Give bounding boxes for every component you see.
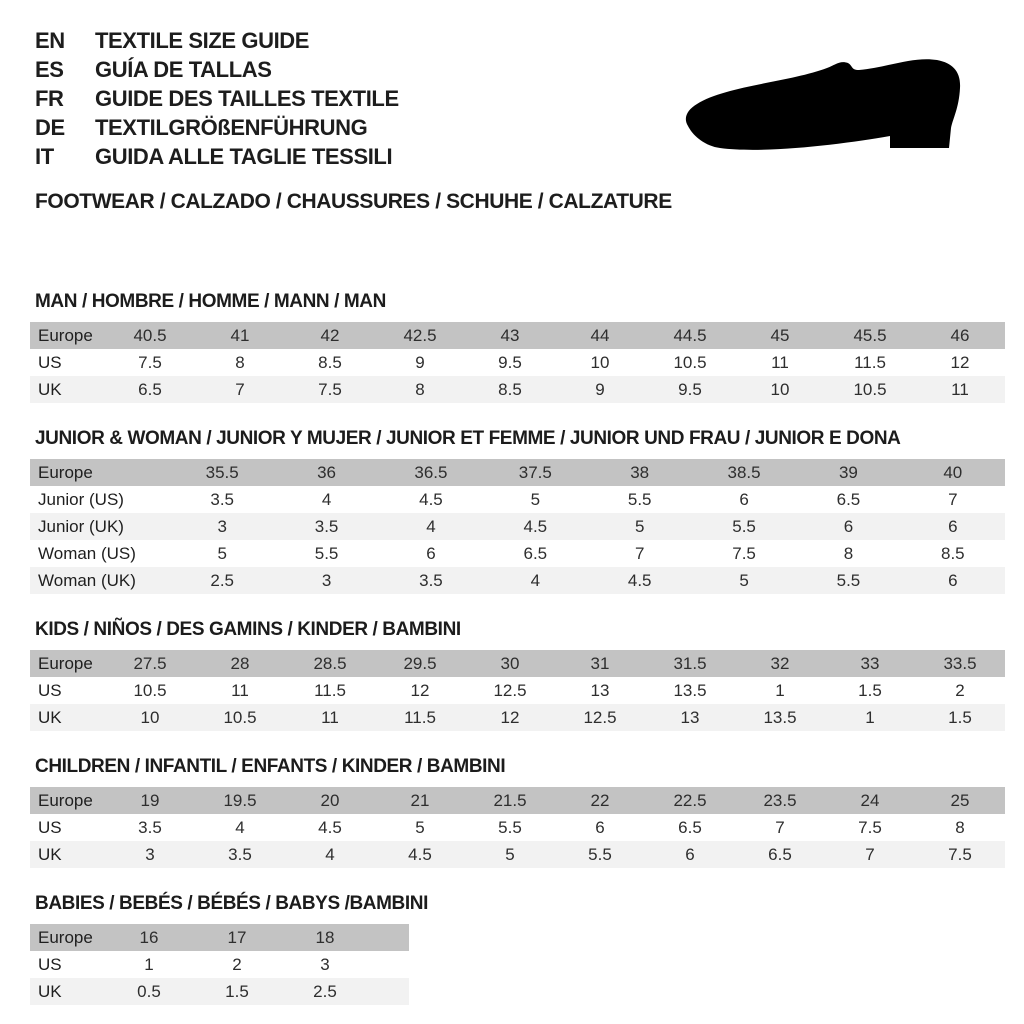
table-row: [30, 459, 1005, 486]
size-value: 3.5: [379, 567, 483, 594]
size-value: 30: [465, 650, 555, 677]
size-value: 11: [195, 677, 285, 704]
size-value: 6.5: [483, 540, 587, 567]
row-label: UK: [30, 376, 105, 403]
row-spacer: [369, 951, 409, 978]
size-value: 11: [915, 376, 1005, 403]
size-tables: [30, 290, 1024, 1005]
row-label: Woman (UK): [30, 567, 170, 594]
size-value: 2: [915, 677, 1005, 704]
size-value: 13.5: [735, 704, 825, 731]
size-value: 21.5: [465, 787, 555, 814]
size-section-babies: [30, 892, 1024, 1005]
size-value: 36.5: [379, 459, 483, 486]
size-value: 24: [825, 787, 915, 814]
section-title-man: MAN / HOMBRE / HOMME / MANN / MAN: [35, 291, 386, 312]
row-label: Junior (UK): [30, 513, 170, 540]
size-value: 8: [375, 376, 465, 403]
row-spacer: [369, 924, 409, 951]
size-value: 45: [735, 322, 825, 349]
language-row-en: [35, 26, 1024, 55]
size-value: 33.5: [915, 650, 1005, 677]
size-value: 46: [915, 322, 1005, 349]
size-value: 0.5: [105, 978, 193, 1005]
row-label: Europe: [30, 322, 105, 349]
size-value: 42: [285, 322, 375, 349]
size-value: 9: [555, 376, 645, 403]
table-row: [30, 349, 1005, 376]
size-value: 1: [105, 951, 193, 978]
size-value: 3.5: [195, 841, 285, 868]
table-row: [30, 567, 1005, 594]
size-value: 6.5: [105, 376, 195, 403]
size-value: 4: [274, 486, 378, 513]
size-value: 6: [901, 567, 1005, 594]
size-value: 19.5: [195, 787, 285, 814]
size-table-children: [30, 787, 1005, 868]
size-value: 7.5: [915, 841, 1005, 868]
size-value: 13: [645, 704, 735, 731]
size-value: 11.5: [375, 704, 465, 731]
size-value: 5.5: [465, 814, 555, 841]
size-value: 7.5: [825, 814, 915, 841]
size-value: 13: [555, 677, 645, 704]
size-value: 2: [193, 951, 281, 978]
size-value: 9.5: [645, 376, 735, 403]
size-value: 4.5: [375, 841, 465, 868]
row-label: Europe: [30, 787, 105, 814]
size-section-children: [30, 755, 1024, 868]
size-value: 1.5: [193, 978, 281, 1005]
table-row: [30, 513, 1005, 540]
size-value: 2.5: [281, 978, 369, 1005]
size-value: 6: [379, 540, 483, 567]
section-title-children: CHILDREN / INFANTIL / ENFANTS / KINDER / BAMBINI: [35, 756, 506, 777]
size-value: 7: [588, 540, 692, 567]
language-code: EN: [35, 28, 65, 53]
dress-shoe-icon: [685, 58, 970, 158]
size-value: 5.5: [796, 567, 900, 594]
table-row: [30, 814, 1005, 841]
size-value: 4: [195, 814, 285, 841]
row-label: Europe: [30, 924, 105, 951]
table-row: [30, 376, 1005, 403]
size-section-man: [30, 290, 1024, 403]
size-value: 3: [170, 513, 274, 540]
size-value: 38: [588, 459, 692, 486]
table-row: [30, 924, 409, 951]
row-label: UK: [30, 978, 105, 1005]
size-value: 16: [105, 924, 193, 951]
size-value: 40: [901, 459, 1005, 486]
size-value: 5.5: [588, 486, 692, 513]
size-value: 7.5: [692, 540, 796, 567]
size-value: 12.5: [555, 704, 645, 731]
size-value: 27.5: [105, 650, 195, 677]
size-value: 5: [692, 567, 796, 594]
row-spacer: [369, 978, 409, 1005]
table-row: [30, 650, 1005, 677]
size-value: 4.5: [483, 513, 587, 540]
size-value: 8.5: [901, 540, 1005, 567]
size-value: 29.5: [375, 650, 465, 677]
size-value: 1.5: [825, 677, 915, 704]
size-value: 32: [735, 650, 825, 677]
size-value: 3: [274, 567, 378, 594]
row-label: Junior (US): [30, 486, 170, 513]
size-value: 12: [465, 704, 555, 731]
size-value: 33: [825, 650, 915, 677]
size-value: 6: [901, 513, 1005, 540]
size-value: 3: [105, 841, 195, 868]
size-value: 1: [735, 677, 825, 704]
language-code: DE: [35, 115, 65, 140]
size-value: 4: [285, 841, 375, 868]
size-value: 7: [735, 814, 825, 841]
size-value: 10.5: [105, 677, 195, 704]
size-value: 10: [555, 349, 645, 376]
size-value: 6: [555, 814, 645, 841]
language-code: IT: [35, 144, 54, 169]
table-row: [30, 486, 1005, 513]
size-value: 18: [281, 924, 369, 951]
size-value: 5: [375, 814, 465, 841]
size-value: 7: [195, 376, 285, 403]
guide-title-fr: GUIDE DES TAILLES TEXTILE: [95, 86, 399, 111]
category-line: FOOTWEAR / CALZADO / CHAUSSURES / SCHUHE / CALZATURE: [35, 190, 672, 213]
size-value: 10.5: [825, 376, 915, 403]
row-label: Europe: [30, 459, 170, 486]
table-row: [30, 677, 1005, 704]
size-section-kids: [30, 618, 1024, 731]
size-value: 4: [379, 513, 483, 540]
size-value: 4: [483, 567, 587, 594]
size-value: 17: [193, 924, 281, 951]
size-value: 21: [375, 787, 465, 814]
size-value: 43: [465, 322, 555, 349]
row-label: Woman (US): [30, 540, 170, 567]
size-value: 7.5: [285, 376, 375, 403]
table-row: [30, 841, 1005, 868]
size-value: 45.5: [825, 322, 915, 349]
row-label: US: [30, 677, 105, 704]
size-value: 5.5: [274, 540, 378, 567]
guide-title-en: TEXTILE SIZE GUIDE: [95, 28, 310, 53]
size-value: 8.5: [465, 376, 555, 403]
size-value: 8: [915, 814, 1005, 841]
size-value: 3.5: [105, 814, 195, 841]
table-row: [30, 540, 1005, 567]
size-value: 1.5: [915, 704, 1005, 731]
size-value: 9.5: [465, 349, 555, 376]
size-value: 5: [170, 540, 274, 567]
row-label: US: [30, 951, 105, 978]
size-value: 4.5: [285, 814, 375, 841]
language-code: ES: [35, 57, 64, 82]
size-value: 10: [735, 376, 825, 403]
size-value: 4.5: [379, 486, 483, 513]
size-table-kids: [30, 650, 1005, 731]
size-value: 6: [796, 513, 900, 540]
size-value: 7.5: [105, 349, 195, 376]
size-value: 9: [375, 349, 465, 376]
table-row: [30, 704, 1005, 731]
size-value: 11.5: [825, 349, 915, 376]
size-value: 6.5: [645, 814, 735, 841]
size-value: 31.5: [645, 650, 735, 677]
size-value: 12.5: [465, 677, 555, 704]
size-value: 40.5: [105, 322, 195, 349]
size-value: 39: [796, 459, 900, 486]
table-row: [30, 787, 1005, 814]
size-table-man: [30, 322, 1005, 403]
size-value: 11: [285, 704, 375, 731]
size-value: 5.5: [692, 513, 796, 540]
size-value: 23.5: [735, 787, 825, 814]
size-value: 5: [588, 513, 692, 540]
row-label: UK: [30, 841, 105, 868]
size-value: 19: [105, 787, 195, 814]
size-value: 8.5: [285, 349, 375, 376]
size-value: 7: [901, 486, 1005, 513]
size-value: 41: [195, 322, 285, 349]
table-row: [30, 322, 1005, 349]
size-value: 5: [465, 841, 555, 868]
size-table-babies: [30, 924, 409, 1005]
size-value: 13.5: [645, 677, 735, 704]
size-value: 20: [285, 787, 375, 814]
size-value: 12: [915, 349, 1005, 376]
size-value: 6.5: [796, 486, 900, 513]
size-value: 12: [375, 677, 465, 704]
size-value: 4.5: [588, 567, 692, 594]
size-value: 36: [274, 459, 378, 486]
language-code: FR: [35, 86, 64, 111]
size-section-junior-woman: [30, 427, 1024, 594]
table-row: [30, 978, 409, 1005]
guide-title-it: GUIDA ALLE TAGLIE TESSILI: [95, 144, 393, 169]
size-value: 42.5: [375, 322, 465, 349]
size-value: 3.5: [170, 486, 274, 513]
table-row: [30, 951, 409, 978]
size-value: 10.5: [195, 704, 285, 731]
size-value: 31: [555, 650, 645, 677]
row-label: UK: [30, 704, 105, 731]
size-value: 8: [195, 349, 285, 376]
size-value: 28.5: [285, 650, 375, 677]
size-value: 44: [555, 322, 645, 349]
size-value: 38.5: [692, 459, 796, 486]
row-label: US: [30, 814, 105, 841]
size-value: 44.5: [645, 322, 735, 349]
section-title-junior-woman: JUNIOR & WOMAN / JUNIOR Y MUJER / JUNIOR ET FEMME / JUNIOR UND FRAU / JUNIOR E DONA: [35, 428, 901, 449]
size-value: 10.5: [645, 349, 735, 376]
size-value: 11.5: [285, 677, 375, 704]
size-value: 3.5: [274, 513, 378, 540]
size-value: 6: [692, 486, 796, 513]
size-value: 5: [483, 486, 587, 513]
size-value: 1: [825, 704, 915, 731]
size-value: 25: [915, 787, 1005, 814]
size-value: 37.5: [483, 459, 587, 486]
size-value: 2.5: [170, 567, 274, 594]
size-value: 6: [645, 841, 735, 868]
size-value: 3: [281, 951, 369, 978]
size-value: 8: [796, 540, 900, 567]
guide-title-es: GUÍA DE TALLAS: [95, 57, 272, 82]
size-value: 10: [105, 704, 195, 731]
size-value: 6.5: [735, 841, 825, 868]
size-table-junior-woman: [30, 459, 1005, 594]
size-value: 35.5: [170, 459, 274, 486]
size-value: 11: [735, 349, 825, 376]
section-title-kids: KIDS / NIÑOS / DES GAMINS / KINDER / BAMBINI: [35, 619, 461, 640]
guide-title-de: TEXTILGRÖßENFÜHRUNG: [95, 115, 368, 140]
size-value: 22.5: [645, 787, 735, 814]
row-label: US: [30, 349, 105, 376]
size-value: 7: [825, 841, 915, 868]
section-title-babies: BABIES / BEBÉS / BÉBÉS / BABYS /BAMBINI: [35, 893, 428, 914]
size-value: 5.5: [555, 841, 645, 868]
size-value: 28: [195, 650, 285, 677]
size-value: 22: [555, 787, 645, 814]
row-label: Europe: [30, 650, 105, 677]
